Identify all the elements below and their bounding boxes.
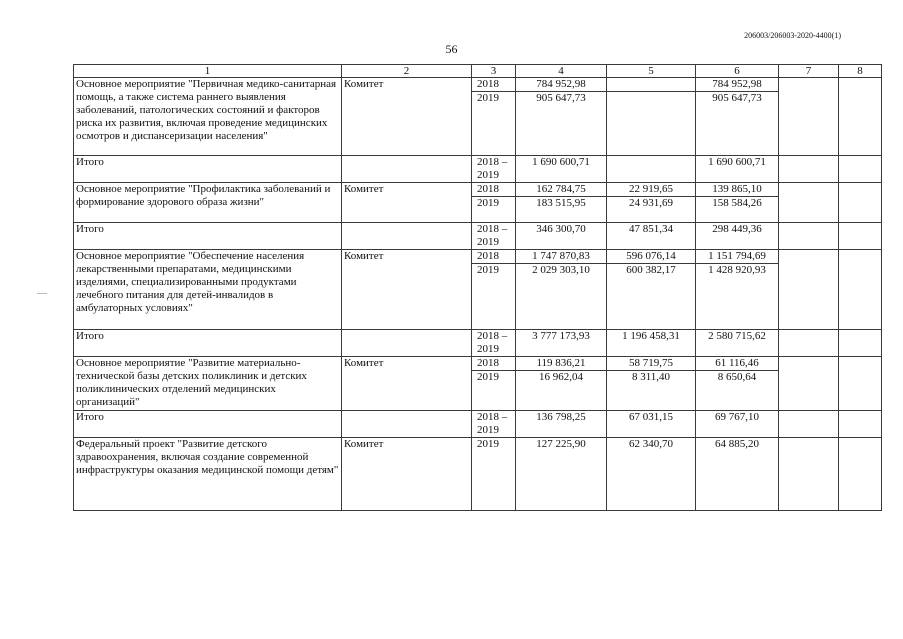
empty-cell [839,357,882,411]
amount-total: 346 300,70 [516,223,607,250]
total-row [74,330,882,357]
executor: Комитет [342,357,472,411]
total-label: Итого [74,223,342,250]
amount-federal: 1 196 458,31 [607,330,696,357]
amount-federal: 24 931,69 [607,197,696,223]
empty-cell [779,223,839,250]
amount-total: 136 798,25 [516,411,607,438]
table-row [74,438,882,511]
empty-cell [839,250,882,330]
table-row [74,78,882,92]
year-cell: 2019 [472,371,516,411]
empty-cell [779,438,839,511]
header-cell: 4 [516,65,607,78]
amount-total: 162 784,75 [516,183,607,197]
year-cell: 2019 [472,438,516,511]
year-cell: 2018 [472,357,516,371]
table-row [74,250,882,264]
header-cell: 2 [342,65,472,78]
total-label: Итого [74,330,342,357]
empty-cell [342,223,472,250]
amount-regional: 8 650,64 [696,371,779,411]
budget-table [73,64,882,511]
empty-cell [839,223,882,250]
executor: Комитет [342,250,472,330]
total-row [74,223,882,250]
empty-cell [779,330,839,357]
activity-name: Основное мероприятие "Обеспечение населения лекарственными препаратами, медицинскими изделиями, специализированными продуктами лечебного питания для детей-инвалидов в амбулаторных условиях" [74,250,342,330]
executor: Комитет [342,78,472,156]
empty-cell [779,250,839,330]
executor: Комитет [342,183,472,223]
year-range: 2018 – 2019 [472,223,516,250]
empty-cell [342,330,472,357]
amount-regional: 1 690 600,71 [696,156,779,183]
total-row [74,156,882,183]
amount-regional: 905 647,73 [696,92,779,156]
amount-federal: 8 311,40 [607,371,696,411]
amount-federal [607,78,696,92]
year-cell: 2018 [472,250,516,264]
executor: Комитет [342,438,472,511]
document-id: 206003/206003-2020-4400(1) [744,31,841,40]
amount-total: 3 777 173,93 [516,330,607,357]
amount-total: 2 029 303,10 [516,264,607,330]
amount-total: 905 647,73 [516,92,607,156]
empty-cell [839,78,882,156]
header-cell: 3 [472,65,516,78]
empty-cell [839,183,882,223]
amount-federal: 47 851,34 [607,223,696,250]
year-range: 2018 – 2019 [472,156,516,183]
amount-regional: 2 580 715,62 [696,330,779,357]
total-label: Итого [74,156,342,183]
total-label: Итого [74,411,342,438]
header-cell: 1 [74,65,342,78]
empty-cell [839,411,882,438]
header-cell: 6 [696,65,779,78]
amount-regional: 1 151 794,69 [696,250,779,264]
year-cell: 2019 [472,197,516,223]
empty-cell [779,411,839,438]
amount-regional: 64 885,20 [696,438,779,511]
amount-total: 16 962,04 [516,371,607,411]
year-cell: 2019 [472,92,516,156]
amount-federal: 67 031,15 [607,411,696,438]
amount-total: 183 515,95 [516,197,607,223]
amount-regional: 61 116,46 [696,357,779,371]
empty-cell [342,156,472,183]
amount-regional: 784 952,98 [696,78,779,92]
amount-total: 1 690 600,71 [516,156,607,183]
amount-total: 119 836,21 [516,357,607,371]
total-row [74,411,882,438]
amount-federal: 58 719,75 [607,357,696,371]
activity-name: Основное мероприятие "Первичная медико-санитарная помощь, а также система раннего выявления заболеваний, патологических состояний и факторов риска их развития, включая проведение медицинских осмотров и диспансеризации населения" [74,78,342,156]
year-cell: 2018 [472,183,516,197]
empty-cell [839,330,882,357]
amount-federal: 62 340,70 [607,438,696,511]
empty-cell [839,438,882,511]
activity-name: Основное мероприятие "Развитие материально-технической базы детских поликлиник и детских поликлинических отделений медицинских организаций" [74,357,342,411]
activity-name: Основное мероприятие "Профилактика заболеваний и формирование здорового образа жизни" [74,183,342,223]
year-range: 2018 – 2019 [472,411,516,438]
empty-cell [779,357,839,411]
amount-federal [607,92,696,156]
amount-total: 784 952,98 [516,78,607,92]
empty-cell [779,78,839,156]
empty-cell [839,156,882,183]
activity-name: Федеральный проект "Развитие детского здравоохранения, включая создание современной инфраструктуры оказания медицинской помощи детям" [74,438,342,511]
amount-regional: 298 449,36 [696,223,779,250]
header-cell: 7 [779,65,839,78]
amount-regional: 69 767,10 [696,411,779,438]
amount-regional: 1 428 920,93 [696,264,779,330]
amount-federal: 22 919,65 [607,183,696,197]
page-number: 56 [445,42,458,56]
amount-federal [607,156,696,183]
header-cell: 8 [839,65,882,78]
empty-cell [342,411,472,438]
year-range: 2018 – 2019 [472,330,516,357]
amount-federal: 596 076,14 [607,250,696,264]
header-cell: 5 [607,65,696,78]
amount-total: 127 225,90 [516,438,607,511]
amount-regional: 139 865,10 [696,183,779,197]
amount-federal: 600 382,17 [607,264,696,330]
year-cell: 2019 [472,264,516,330]
table-header [74,65,882,78]
table-row [74,183,882,197]
table-row [74,357,882,371]
amount-total: 1 747 870,83 [516,250,607,264]
year-cell: 2018 [472,78,516,92]
scan-mark [37,293,47,294]
amount-regional: 158 584,26 [696,197,779,223]
empty-cell [779,156,839,183]
empty-cell [779,183,839,223]
